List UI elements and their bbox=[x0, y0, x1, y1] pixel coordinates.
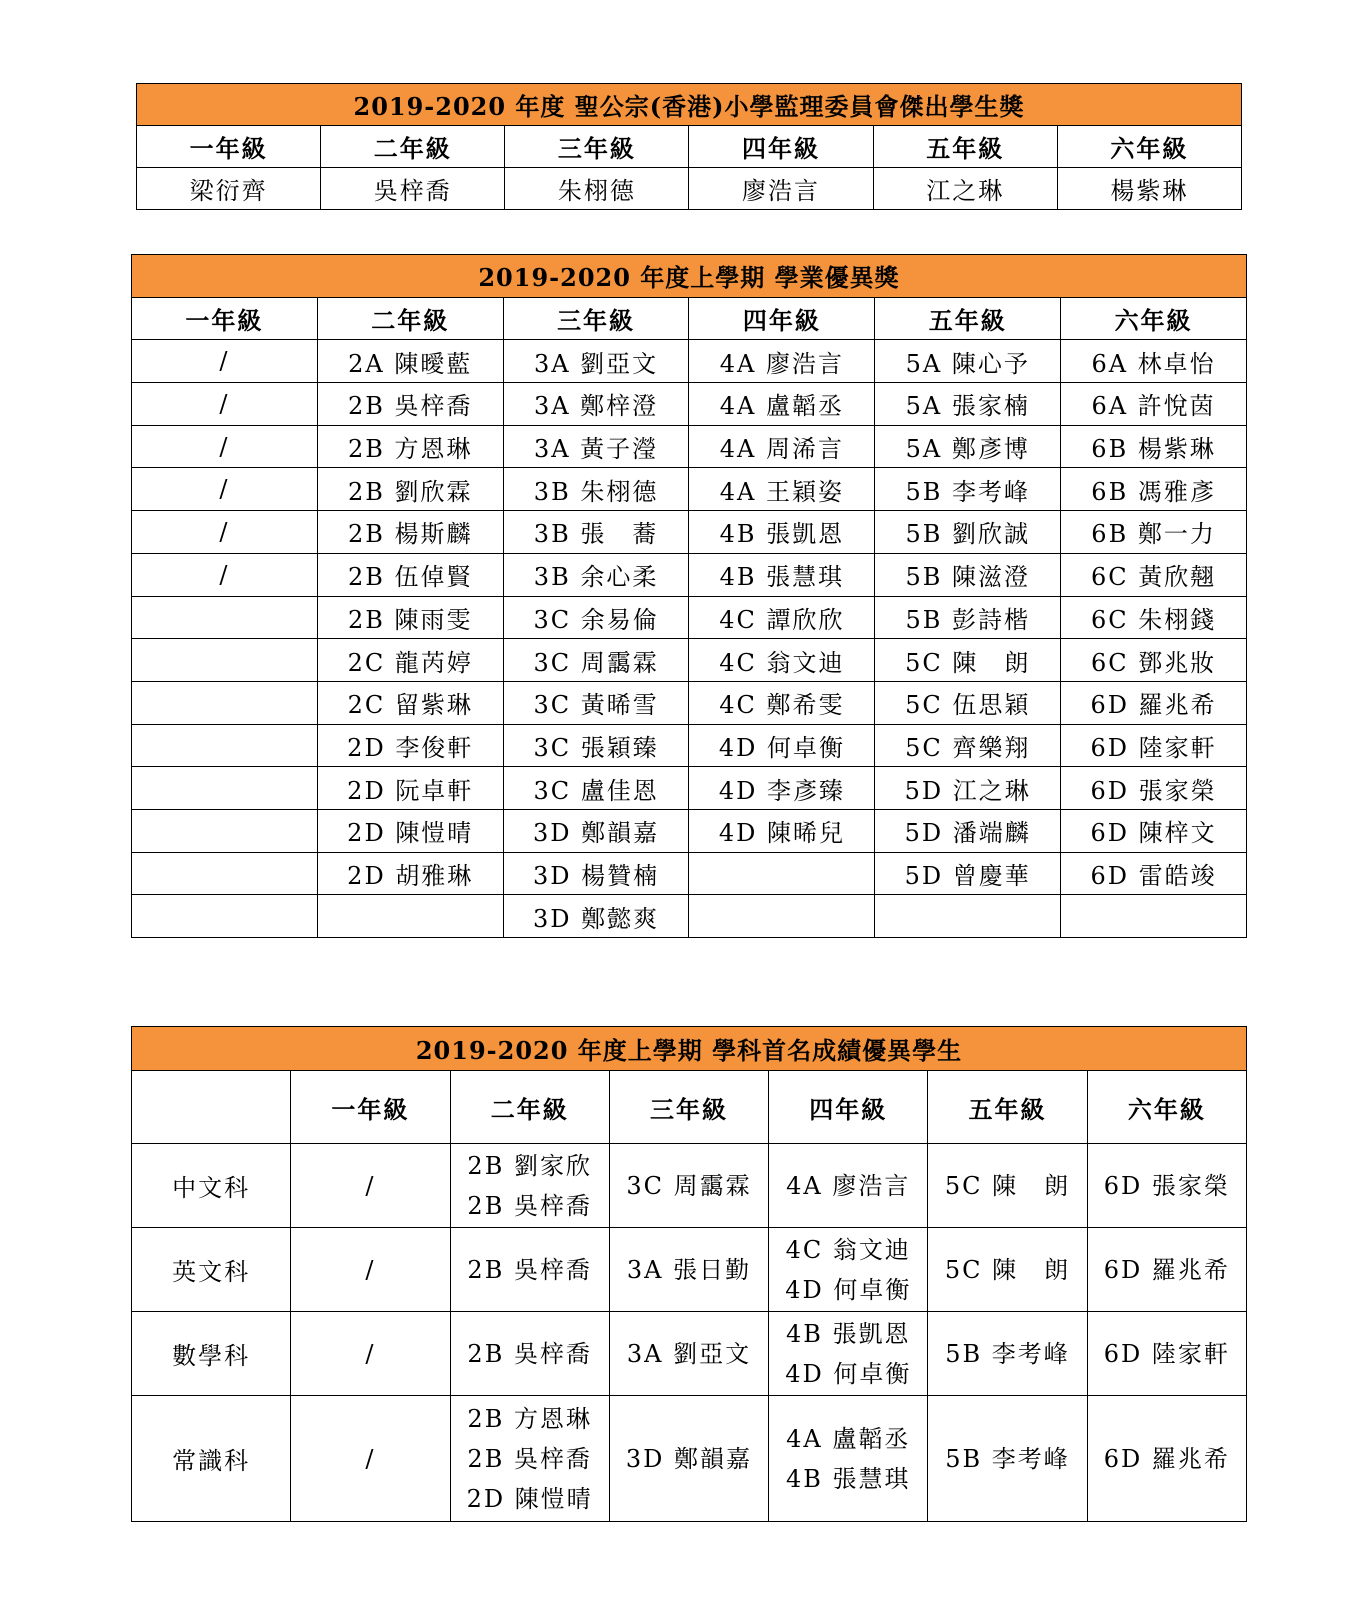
student-cell: 3B 余心柔 bbox=[503, 553, 689, 596]
student-cell: 5B 彭詩楷 bbox=[875, 596, 1061, 639]
student-cell: 6C 朱栩錢 bbox=[1061, 596, 1247, 639]
table-row bbox=[132, 852, 1247, 895]
grade-header: 六年級 bbox=[1061, 297, 1247, 340]
student-cell bbox=[317, 895, 503, 938]
grade-header: 五年級 bbox=[875, 297, 1061, 340]
student-cell: 5B 李考峰 bbox=[875, 468, 1061, 511]
student-cell: / bbox=[132, 468, 318, 511]
winner-cell: 楊紫琳 bbox=[1057, 168, 1241, 210]
student-name: 5C 陳 朗 bbox=[944, 1171, 1071, 1200]
student-cell bbox=[132, 724, 318, 767]
winner-cell: 朱栩德 bbox=[505, 168, 689, 210]
student-cell: / bbox=[132, 511, 318, 554]
student-cell: / bbox=[132, 425, 318, 468]
grade-header: 二年級 bbox=[321, 126, 505, 168]
grade-header-row bbox=[132, 1071, 1247, 1144]
student-cell: 5B 劉欣誠 bbox=[875, 511, 1061, 554]
student-name: 2B 吳梓喬 bbox=[467, 1255, 592, 1284]
student-cell bbox=[609, 1312, 768, 1396]
subject-top-student-table bbox=[131, 1026, 1247, 1522]
table-row bbox=[132, 340, 1247, 383]
student-cell: 4D 陳晞兒 bbox=[689, 809, 875, 852]
student-cell: 3A 鄭梓澄 bbox=[503, 383, 689, 426]
student-cell: 2B 劉欣霖 bbox=[317, 468, 503, 511]
subject-label: 英文科 bbox=[132, 1228, 291, 1312]
student-cell: 5A 張家楠 bbox=[875, 383, 1061, 426]
grade-header: 三年級 bbox=[503, 297, 689, 340]
subject-row bbox=[132, 1312, 1247, 1396]
student-cell: 4B 張凱恩 bbox=[689, 511, 875, 554]
table-row bbox=[132, 553, 1247, 596]
student-cell: 2D 李俊軒 bbox=[317, 724, 503, 767]
grade-header: 二年級 bbox=[317, 297, 503, 340]
student-cell: 6C 黃欣翹 bbox=[1061, 553, 1247, 596]
student-cell bbox=[928, 1228, 1087, 1312]
student-cell: 3A 劉亞文 bbox=[503, 340, 689, 383]
student-cell: 2C 龍芮婷 bbox=[317, 639, 503, 682]
student-cell: 2D 胡雅琳 bbox=[317, 852, 503, 895]
student-name: / bbox=[365, 1255, 376, 1284]
student-cell: 6B 楊紫琳 bbox=[1061, 425, 1247, 468]
student-cell: 5A 鄭彥博 bbox=[875, 425, 1061, 468]
student-cell: 5B 陳滋澄 bbox=[875, 553, 1061, 596]
student-cell: 2B 方恩琳 bbox=[317, 425, 503, 468]
grade-header: 一年級 bbox=[137, 126, 321, 168]
student-cell bbox=[132, 767, 318, 810]
student-name: 4B 張凱恩 bbox=[785, 1319, 911, 1348]
student-name: 3D 鄭韻嘉 bbox=[625, 1444, 753, 1473]
winner-row bbox=[137, 168, 1242, 210]
student-cell: 6C 鄧兆妝 bbox=[1061, 639, 1247, 682]
student-name: 5B 李考峰 bbox=[945, 1339, 1070, 1368]
student-cell bbox=[928, 1396, 1087, 1522]
table-title: 2019-2020 年度 聖公宗(香港)小學監理委員會傑出學生獎 bbox=[137, 84, 1242, 126]
student-cell: 2B 吳梓喬 bbox=[317, 383, 503, 426]
student-cell: / bbox=[132, 383, 318, 426]
student-cell: 4A 廖浩言 bbox=[689, 340, 875, 383]
student-cell bbox=[291, 1228, 450, 1312]
student-cell bbox=[132, 639, 318, 682]
student-cell: 3D 鄭懿爽 bbox=[503, 895, 689, 938]
academic-excellence-award-table bbox=[131, 254, 1247, 938]
student-cell bbox=[1087, 1396, 1246, 1522]
grade-header: 三年級 bbox=[505, 126, 689, 168]
grade-header: 三年級 bbox=[609, 1071, 768, 1144]
grade-header: 四年級 bbox=[769, 1071, 928, 1144]
student-cell: 5C 齊樂翔 bbox=[875, 724, 1061, 767]
table-row bbox=[132, 809, 1247, 852]
grade-header: 五年級 bbox=[873, 126, 1057, 168]
student-cell bbox=[450, 1228, 609, 1312]
student-cell: 6B 鄭一力 bbox=[1061, 511, 1247, 554]
grade-header: 二年級 bbox=[450, 1071, 609, 1144]
subject-row bbox=[132, 1144, 1247, 1228]
student-cell: 6D 羅兆希 bbox=[1061, 681, 1247, 724]
student-cell bbox=[769, 1312, 928, 1396]
student-cell: 5D 曾慶華 bbox=[875, 852, 1061, 895]
student-cell: 3B 朱栩德 bbox=[503, 468, 689, 511]
student-cell: 5D 潘端麟 bbox=[875, 809, 1061, 852]
student-cell bbox=[132, 596, 318, 639]
student-cell: 5C 陳 朗 bbox=[875, 639, 1061, 682]
winner-cell: 江之琳 bbox=[873, 168, 1057, 210]
student-cell: 2B 楊斯麟 bbox=[317, 511, 503, 554]
student-name: 4A 盧韜丞 bbox=[786, 1424, 911, 1453]
grade-header-row bbox=[132, 297, 1247, 340]
student-cell bbox=[450, 1144, 609, 1228]
subject-label: 中文科 bbox=[132, 1144, 291, 1228]
student-name: 6D 羅兆希 bbox=[1103, 1444, 1230, 1473]
student-name: 5B 李考峰 bbox=[945, 1444, 1070, 1473]
student-cell bbox=[291, 1144, 450, 1228]
student-cell bbox=[928, 1144, 1087, 1228]
student-name: 3A 劉亞文 bbox=[626, 1339, 752, 1368]
student-cell bbox=[291, 1396, 450, 1522]
student-cell: 4A 盧韜丞 bbox=[689, 383, 875, 426]
student-name: 3A 張日勤 bbox=[626, 1255, 752, 1284]
student-name: / bbox=[365, 1339, 376, 1368]
student-cell: 3C 盧佳恩 bbox=[503, 767, 689, 810]
student-cell: 2B 伍倬賢 bbox=[317, 553, 503, 596]
student-cell: 6A 林卓怡 bbox=[1061, 340, 1247, 383]
student-cell bbox=[450, 1396, 609, 1522]
table-row bbox=[132, 596, 1247, 639]
grade-header: 四年級 bbox=[689, 297, 875, 340]
table-row bbox=[132, 681, 1247, 724]
student-cell bbox=[769, 1396, 928, 1522]
student-cell: 4D 何卓衡 bbox=[689, 724, 875, 767]
table-row bbox=[132, 383, 1247, 426]
student-cell: 3A 黃子瀅 bbox=[503, 425, 689, 468]
student-name: / bbox=[365, 1444, 376, 1473]
student-cell bbox=[1087, 1312, 1246, 1396]
student-name: 5C 陳 朗 bbox=[944, 1255, 1071, 1284]
student-cell bbox=[1061, 895, 1247, 938]
student-cell bbox=[875, 895, 1061, 938]
student-cell bbox=[1087, 1228, 1246, 1312]
student-cell bbox=[450, 1312, 609, 1396]
table-row bbox=[132, 639, 1247, 682]
student-cell: 4A 王穎姿 bbox=[689, 468, 875, 511]
student-cell: 2B 陳雨雯 bbox=[317, 596, 503, 639]
student-cell: 5C 伍思穎 bbox=[875, 681, 1061, 724]
grade-header: 四年級 bbox=[689, 126, 873, 168]
student-cell: 5D 江之琳 bbox=[875, 767, 1061, 810]
student-cell: 3C 張穎臻 bbox=[503, 724, 689, 767]
subject-label: 常識科 bbox=[132, 1396, 291, 1522]
student-cell: 6D 陳梓文 bbox=[1061, 809, 1247, 852]
student-name: 6D 陸家軒 bbox=[1103, 1339, 1230, 1368]
student-cell: 3C 周靄霖 bbox=[503, 639, 689, 682]
student-name: 2B 吳梓喬 bbox=[467, 1339, 592, 1368]
table-title: 2019-2020 年度上學期 學科首名成績優異學生 bbox=[132, 1027, 1247, 1071]
student-cell: 3C 余易倫 bbox=[503, 596, 689, 639]
student-cell: 2D 陳愷晴 bbox=[317, 809, 503, 852]
student-cell: 6D 陸家軒 bbox=[1061, 724, 1247, 767]
student-cell: 2C 留紫琳 bbox=[317, 681, 503, 724]
student-cell bbox=[132, 895, 318, 938]
student-cell bbox=[609, 1396, 768, 1522]
subject-row bbox=[132, 1228, 1247, 1312]
grade-header: 六年級 bbox=[1087, 1071, 1246, 1144]
student-name: 2B 吳梓喬 bbox=[467, 1444, 592, 1473]
student-name: 4D 何卓衡 bbox=[785, 1275, 912, 1304]
subject-label: 數學科 bbox=[132, 1312, 291, 1396]
student-cell: 6B 馮雅彥 bbox=[1061, 468, 1247, 511]
grade-header-row bbox=[137, 126, 1242, 168]
grade-header: 一年級 bbox=[132, 297, 318, 340]
student-name: 4C 翁文迪 bbox=[785, 1235, 911, 1264]
student-name: 6D 張家榮 bbox=[1103, 1171, 1230, 1200]
student-cell: 4B 張慧琪 bbox=[689, 553, 875, 596]
corner-cell bbox=[132, 1071, 291, 1144]
student-cell: 4C 譚欣欣 bbox=[689, 596, 875, 639]
student-cell: 3B 張 蕎 bbox=[503, 511, 689, 554]
student-cell bbox=[928, 1312, 1087, 1396]
subject-row bbox=[132, 1396, 1247, 1522]
student-name: 4D 何卓衡 bbox=[785, 1359, 912, 1388]
outstanding-student-award-table bbox=[136, 83, 1242, 210]
student-cell bbox=[689, 895, 875, 938]
student-cell bbox=[132, 681, 318, 724]
student-cell: 6D 張家榮 bbox=[1061, 767, 1247, 810]
student-cell: 4A 周浠言 bbox=[689, 425, 875, 468]
grade-header: 一年級 bbox=[291, 1071, 450, 1144]
grade-header: 五年級 bbox=[928, 1071, 1087, 1144]
student-cell: 3C 黃晞雪 bbox=[503, 681, 689, 724]
student-cell: 3D 楊贊楠 bbox=[503, 852, 689, 895]
student-cell: 2D 阮卓軒 bbox=[317, 767, 503, 810]
student-cell: 6A 許悅茵 bbox=[1061, 383, 1247, 426]
table-row bbox=[132, 468, 1247, 511]
student-cell: 4D 李彥臻 bbox=[689, 767, 875, 810]
student-cell: 4C 翁文迪 bbox=[689, 639, 875, 682]
student-name: 2B 劉家欣 bbox=[467, 1151, 592, 1180]
student-name: / bbox=[365, 1171, 376, 1200]
winner-cell: 廖浩言 bbox=[689, 168, 873, 210]
student-name: 4B 張慧琪 bbox=[785, 1464, 911, 1493]
student-cell: 5A 陳心予 bbox=[875, 340, 1061, 383]
student-cell bbox=[609, 1144, 768, 1228]
student-cell bbox=[689, 852, 875, 895]
student-cell bbox=[132, 809, 318, 852]
student-cell: / bbox=[132, 553, 318, 596]
table-row bbox=[132, 511, 1247, 554]
student-cell bbox=[769, 1144, 928, 1228]
table-title: 2019-2020 年度上學期 學業優異獎 bbox=[132, 255, 1247, 298]
table-row bbox=[132, 724, 1247, 767]
student-cell bbox=[769, 1228, 928, 1312]
table-row bbox=[132, 425, 1247, 468]
student-cell: 6D 雷皓竣 bbox=[1061, 852, 1247, 895]
student-name: 4A 廖浩言 bbox=[786, 1171, 911, 1200]
table-row bbox=[132, 895, 1247, 938]
student-cell: 3D 鄭韻嘉 bbox=[503, 809, 689, 852]
student-name: 3C 周靄霖 bbox=[626, 1171, 752, 1200]
winner-cell: 梁衍齊 bbox=[137, 168, 321, 210]
student-cell bbox=[609, 1228, 768, 1312]
table-row bbox=[132, 767, 1247, 810]
student-cell: 2A 陳曖藍 bbox=[317, 340, 503, 383]
student-cell: / bbox=[132, 340, 318, 383]
student-cell: 4C 鄭希雯 bbox=[689, 681, 875, 724]
student-name: 6D 羅兆希 bbox=[1103, 1255, 1230, 1284]
winner-cell: 吳梓喬 bbox=[321, 168, 505, 210]
student-cell bbox=[1087, 1144, 1246, 1228]
student-cell bbox=[291, 1312, 450, 1396]
student-name: 2B 吳梓喬 bbox=[467, 1191, 592, 1220]
grade-header: 六年級 bbox=[1057, 126, 1241, 168]
student-name: 2D 陳愷晴 bbox=[466, 1484, 593, 1513]
student-cell bbox=[132, 852, 318, 895]
student-name: 2B 方恩琳 bbox=[467, 1404, 592, 1433]
